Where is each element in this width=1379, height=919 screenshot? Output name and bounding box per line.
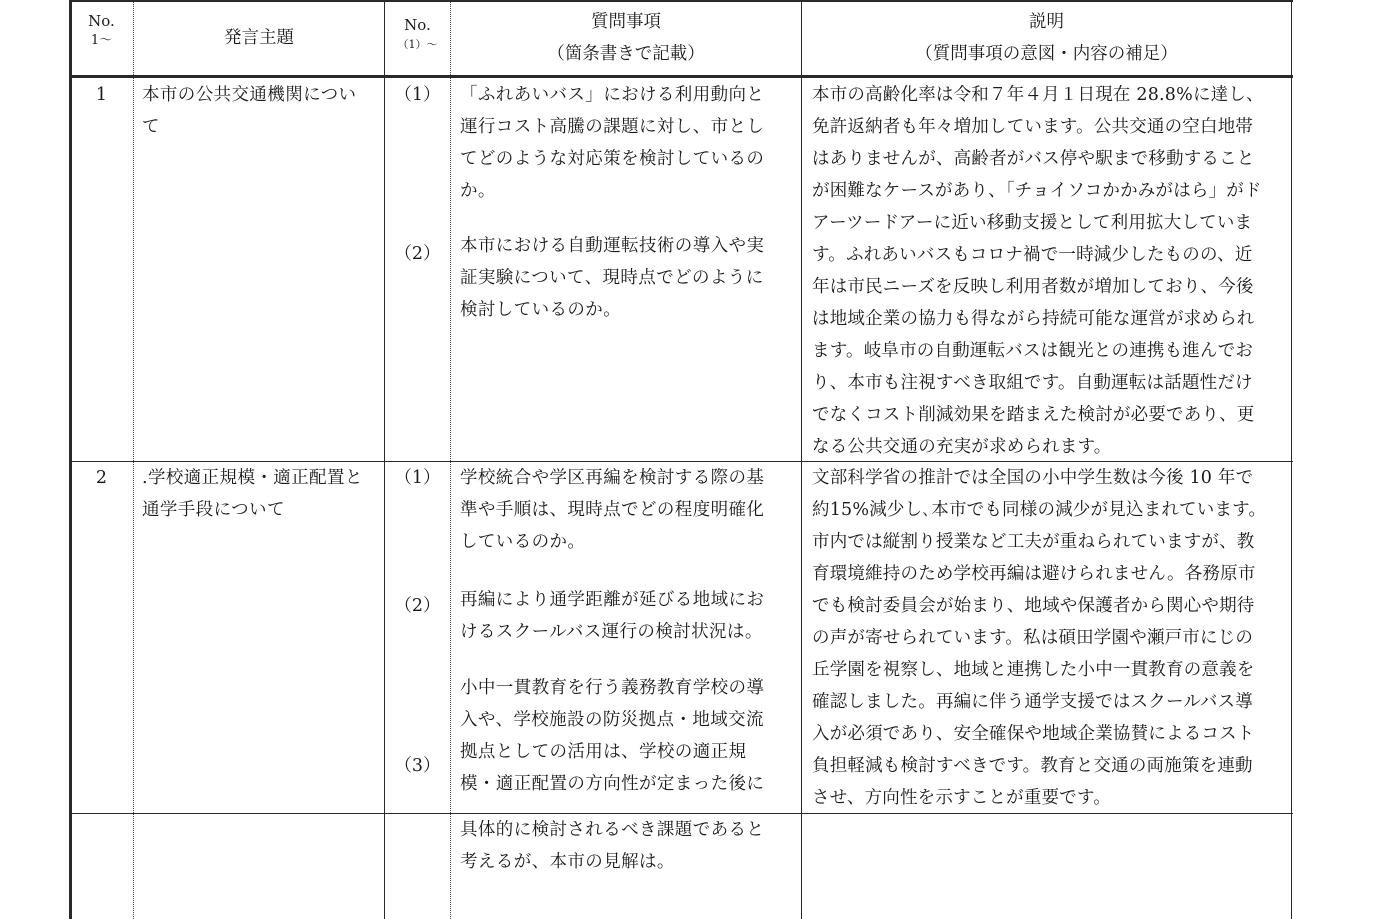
explanation-text: 文部科学省の推計では全国の小中学生数は今後 10 年で 約15%減少し､本市でも同様の減少が見込まれています。 市内では縦割り授業など工夫が重ねられていますが、教 育環境維持のため学校再編は避けられません。各務原市 でも検討委員会が始まり、地域や保護者から関心や期待 の声が寄せられています。私は碩田学園や瀬戸市にじの 丘学園を視察し、地域と連携した小中一貫教育の意義を 確認しました。再編に伴う通学支援ではスクールバス導 入が必須であり、安全確保や地域企業協賛によるコスト 負担軽減も検討すべきです。教育と交通の両施策を連動 させ、方向性を示すことが重要です。 [812, 468, 1267, 808]
row-number: 1 [95, 85, 108, 105]
column-divider [450, 0, 451, 919]
header-no [70, 10, 133, 50]
header-explanation-line2: （質問事項の意図・内容の補足） [915, 44, 1178, 64]
header-no-line2: 1～ [90, 33, 113, 48]
table-top-border [70, 0, 1293, 2]
sub-number: （2） [394, 244, 441, 264]
header-subno-line1: No. [404, 16, 431, 34]
sub-number: （1） [394, 468, 441, 488]
row-number: 2 [95, 468, 108, 488]
question-item: 本市における自動運転技術の導入や実 証実験について、現時点でどのように 検討しているのか。 [460, 236, 765, 320]
column-divider [801, 0, 802, 919]
header-explanation-line1: 説明 [1029, 12, 1064, 32]
header-explanation [802, 6, 1291, 70]
header-subno-line2: （1）～ [397, 38, 438, 51]
sub-number: （1） [394, 85, 441, 105]
header-topic: 発言主題 [224, 28, 294, 48]
header-no-line1: No. [88, 12, 115, 30]
question-item: 「ふれあいバス」における利用動向と 運行コスト高騰の課題に対し、市とし てどのような対応策を検討しているの か。 [460, 85, 765, 201]
header-subno [385, 14, 450, 54]
row-topic: 本市の公共交通機関につい て [142, 85, 357, 137]
table-right-border [1291, 0, 1292, 919]
explanation-text: 本市の高齢化率は令和７年４月１日現在 28.8%に達し、 免許返納者も年々増加しています。公共交通の空白地帯 はありませんが、高齢者がバス停や駅まで移動すること が困難なケースがあり、「チョイソコかかみがはら」がド アーツードアーに近い移動支援として利用拡大していま す。ふれあいバスもコロナ禍で一時減少したものの、近 年は市民ニーズを反映し利用者数が増加しており、今後 は地域企業の協力も得ながら持続可能な運営が求められ ます。岐阜市の自動運転バスは観光との連携も進んでお り、本市も注視すべき取組です。自動運転は話題性だけ でなくコスト削減効果を踏まえた検討が必要であり、更 なる公共交通の充実が求められます。 [812, 85, 1264, 457]
header-question-line2: （箇条書きで記載） [547, 44, 705, 64]
sub-number: （2） [394, 596, 441, 616]
question-item: 再編により通学距離が延びる地域にお けるスクールバス運行の検討状況は。 [460, 590, 765, 642]
row-topic: .学校適正規模・適正配置と 通学手段について [142, 468, 363, 520]
sub-number: （3） [394, 756, 441, 776]
question-item: 学校統合や学区再編を検討する際の基 準や手順は、現時点でどの程度明確化 しているのか。 [460, 468, 765, 552]
header-question [451, 6, 801, 70]
question-continuation: 具体的に検討されるべき課題であると 考えるが、本市の見解は。 [460, 820, 765, 872]
question-item: 小中一貫教育を行う義務教育学校の導 入や、学校施設の防災拠点・地域交流 拠点としての活用は、学校の適正規 模・適正配置の方向性が定まった後に [460, 678, 765, 794]
header-bottom-border [70, 75, 1293, 78]
header-question-line1: 質問事項 [591, 12, 661, 32]
table-left-border [69, 0, 72, 919]
column-divider [133, 0, 134, 919]
